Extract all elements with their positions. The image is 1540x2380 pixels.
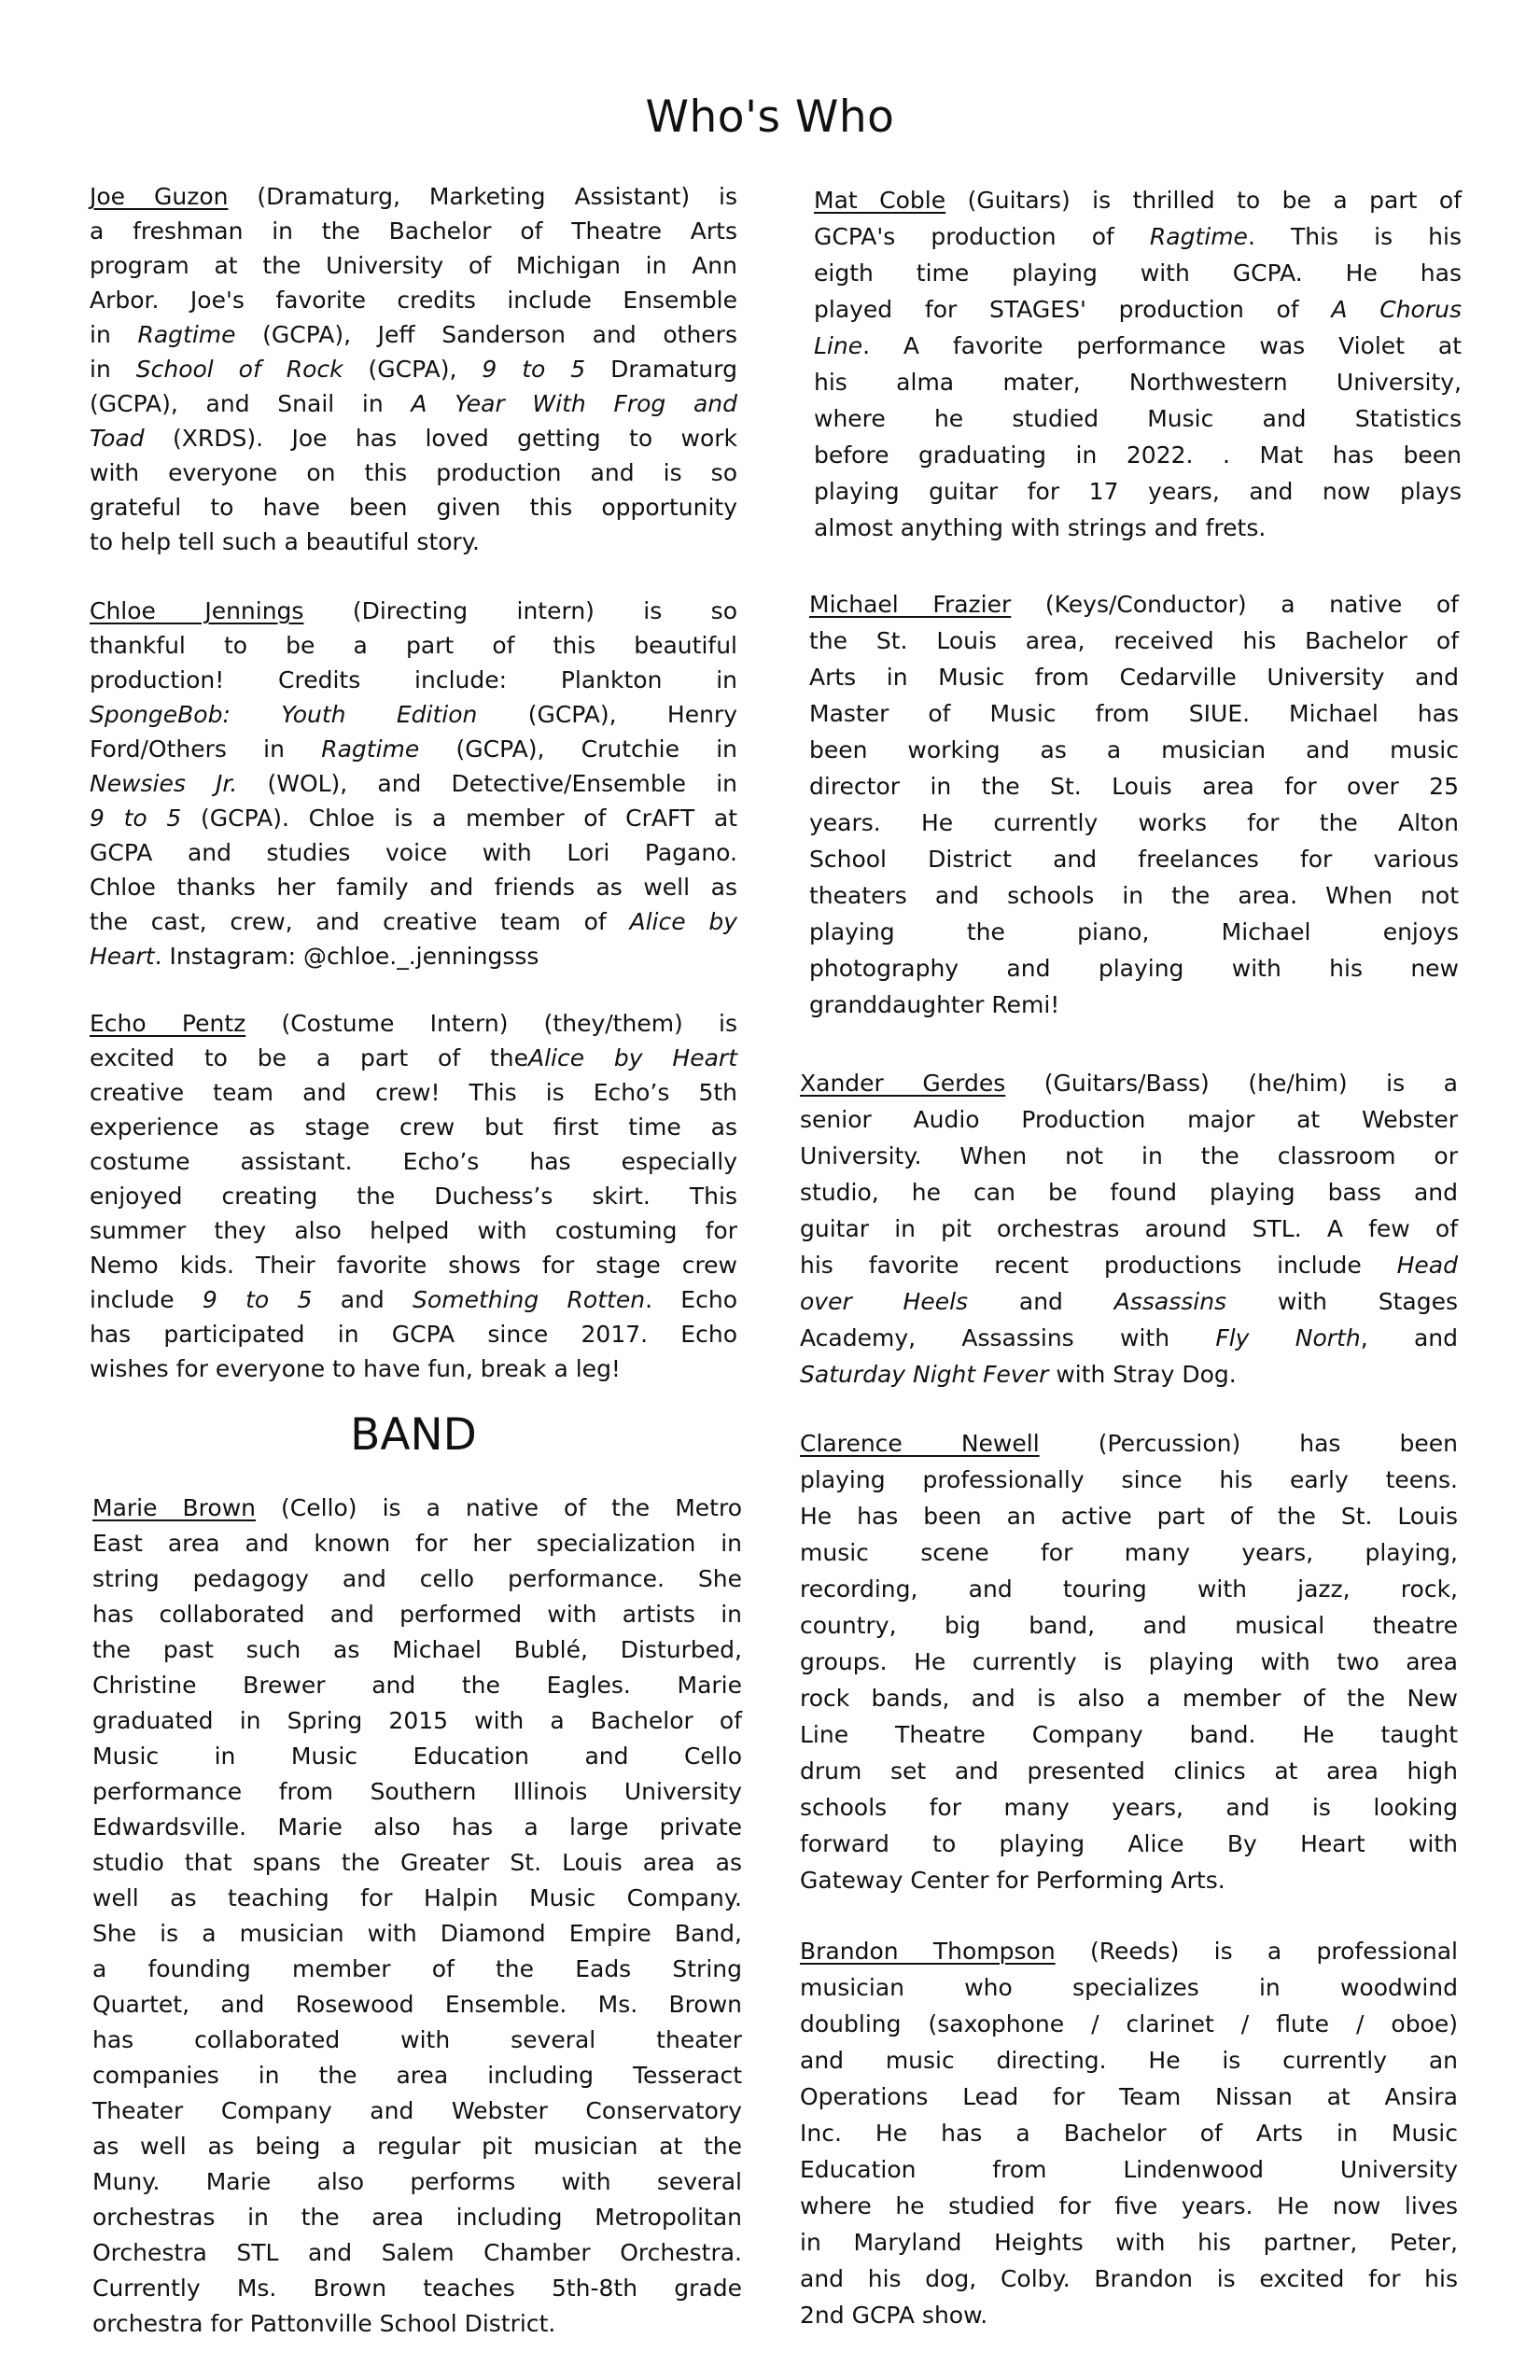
bio-line — [90, 283, 737, 317]
bio-text: studio, he can be found playing bass and — [800, 1179, 1458, 1206]
bio-text: Music in Music Education and Cello — [92, 1743, 742, 1770]
bio-line — [92, 1810, 742, 1845]
bio-text: Ford/Others in — [90, 735, 322, 763]
bio-text: Operations Lead for Team Nissan at Ansira — [800, 2083, 1458, 2110]
bio-line — [814, 182, 1462, 218]
bio-text: Academy, Assassins with — [800, 1324, 1216, 1351]
bio-text: wishes for everyone to have fun, break a leg! — [90, 1355, 621, 1382]
bio-line — [800, 1356, 1458, 1393]
bio-line — [814, 328, 1462, 364]
bio-text: School District and freelances for various — [809, 846, 1459, 873]
bio-text: theaters and schools in the area. When not — [809, 882, 1459, 909]
bio-text: Arbor. Joe's favorite credits include Ensemble — [90, 287, 737, 314]
show-title: Newsies Jr. — [90, 770, 238, 797]
bio-line — [92, 2164, 742, 2200]
bio-line — [92, 2200, 742, 2235]
show-title: Ragtime — [137, 321, 236, 348]
bio-text: to help tell such a beautiful story. — [90, 528, 481, 555]
bio-line — [90, 904, 737, 939]
show-title: Something Rotten — [413, 1286, 646, 1313]
bio-line — [90, 697, 737, 732]
show-title: 9 to 5 — [202, 1286, 313, 1313]
bio-line — [90, 835, 737, 870]
bio-line — [92, 1632, 742, 1668]
bio-line — [809, 987, 1459, 1023]
bio-line — [809, 877, 1459, 914]
bio-text: costume assistant. Echo’s has especially — [90, 1148, 737, 1175]
bio-text: almost anything with strings and frets. — [814, 514, 1267, 541]
bio-text: in — [90, 356, 136, 383]
bio-line — [90, 248, 737, 283]
bio-line — [800, 1680, 1458, 1716]
show-title: Alice by — [629, 908, 738, 935]
bio-line — [92, 2058, 742, 2093]
bio-line — [92, 1703, 742, 1739]
bio-text: the cast, crew, and creative team of — [90, 908, 630, 935]
bio-text: in — [90, 321, 138, 348]
bio-line — [800, 1283, 1458, 1320]
bio-line — [90, 490, 737, 525]
bio-text: string pedagogy and cello performance. She — [92, 1565, 742, 1592]
bio-line — [90, 1213, 737, 1248]
show-title: 9 to 5 — [482, 356, 586, 383]
bio-line — [800, 1211, 1458, 1247]
show-title: Ragtime — [1149, 223, 1248, 250]
bio-text: (Guitars) is thrilled to be a part of — [945, 187, 1463, 214]
bio-text: enjoyed creating the Duchess’s skirt. This — [90, 1183, 737, 1210]
bio-text: Master of Music from SIUE. Michael has — [809, 700, 1459, 727]
bio-line — [800, 1862, 1458, 1898]
bio-line — [800, 1065, 1458, 1101]
bio-line — [814, 437, 1462, 473]
bio-text: She is a musician with Diamond Empire Band, — [92, 1920, 742, 1947]
bio-line — [809, 586, 1459, 623]
bio-line — [90, 179, 737, 214]
bio-text: Dramaturg — [585, 356, 737, 383]
bio-text: graduated in Spring 2015 with a Bachelor of — [92, 1707, 742, 1734]
bio-text: Muny. Marie also performs with several — [92, 2168, 742, 2195]
bio-line — [800, 1969, 1458, 2006]
bio-text: director in the St. Louis area for over 25 — [809, 773, 1459, 800]
bio-text: Theater Company and Webster Conservatory — [92, 2097, 742, 2124]
bio-line — [90, 1282, 737, 1317]
person-name: Chloe Jennings — [90, 597, 304, 624]
bio-line — [814, 218, 1462, 255]
show-title: over Heels — [800, 1288, 969, 1315]
bio-line — [800, 1716, 1458, 1753]
bio-line — [800, 1425, 1458, 1462]
bio-line — [90, 317, 737, 352]
bio-text: before graduating in 2022. . Mat has been — [814, 441, 1462, 469]
bio-chloe-jennings — [90, 594, 737, 973]
show-title: Head — [1396, 1252, 1458, 1279]
bio-line — [800, 2079, 1458, 2115]
bio-line — [92, 2271, 742, 2306]
bio-line — [800, 1753, 1458, 1789]
show-title: Ragtime — [321, 735, 420, 763]
bio-text: as well as being a regular pit musician at the — [92, 2133, 742, 2160]
bio-line — [800, 1933, 1458, 1969]
bio-line — [90, 801, 737, 835]
bio-line — [800, 2297, 1458, 2333]
bio-text: (Cello) is a native of the Metro — [256, 1494, 742, 1521]
bio-line — [809, 695, 1459, 732]
bio-line — [800, 1826, 1458, 1862]
bio-text: Chloe thanks her family and friends as well as — [90, 874, 737, 901]
bio-text: a freshman in the Bachelor of Theatre Arts — [90, 217, 737, 245]
bio-text: Arts in Music from Cedarville University and — [809, 664, 1459, 691]
bio-line — [90, 1317, 737, 1351]
bio-line — [800, 2115, 1458, 2151]
bio-text: (Guitars/Bass) (he/him) is a — [1005, 1070, 1458, 1097]
bio-line — [90, 421, 737, 455]
bio-line — [90, 766, 737, 801]
bio-line — [90, 1351, 737, 1386]
bio-line — [814, 291, 1462, 328]
bio-text: rock bands, and is also a member of the New — [800, 1685, 1458, 1712]
bio-text: . This is his — [1247, 223, 1462, 250]
person-name: Echo Pentz — [90, 1010, 246, 1037]
bio-line — [90, 628, 737, 663]
bio-text: (Reeds) is a professional — [1055, 1938, 1458, 1965]
bio-text: doubling (saxophone / clarinet / flute / oboe) — [800, 2010, 1458, 2037]
show-title: Alice by Heart — [528, 1044, 737, 1071]
bio-text: (GCPA), and Snail in — [90, 390, 412, 417]
show-title: SpongeBob: Youth Edition — [90, 701, 478, 728]
bio-brandon-thompson — [800, 1933, 1458, 2333]
bio-line — [809, 732, 1459, 768]
bio-text: forward to playing Alice By Heart with — [800, 1830, 1458, 1857]
bio-text: . Instagram: @chloe._.jenningsss — [154, 943, 539, 970]
bio-echo-pentz — [90, 1006, 737, 1386]
person-name: Michael Frazier — [809, 591, 1012, 618]
bio-line — [92, 1491, 742, 1526]
show-title: Heart — [90, 943, 155, 970]
bio-line — [800, 1101, 1458, 1138]
bio-line — [800, 2224, 1458, 2261]
bio-line — [92, 2306, 742, 2342]
bio-text: thankful to be a part of this beautiful — [90, 632, 737, 659]
bio-text: where he studied for five years. He now lives — [800, 2192, 1458, 2219]
bio-text: (WOL), and Detective/Ensemble in — [237, 770, 737, 797]
bio-line — [90, 1248, 737, 1282]
bio-line — [90, 455, 737, 490]
bio-line — [90, 1179, 737, 1213]
bio-text: his favorite recent productions include — [800, 1252, 1397, 1279]
bio-text: Christine Brewer and the Eagles. Marie — [92, 1672, 742, 1699]
bio-text: guitar in pit orchestras around STL. A few of — [800, 1215, 1458, 1242]
show-title: Line — [814, 332, 863, 359]
bio-text: orchestra for Pattonville School District. — [92, 2310, 556, 2337]
bio-text: eigth time playing with GCPA. He has — [814, 259, 1462, 287]
bio-line — [800, 1644, 1458, 1680]
bio-line — [90, 1041, 737, 1075]
bio-text: groups. He currently is playing with two area — [800, 1648, 1458, 1675]
bio-text: Quartet, and Rosewood Ensemble. Ms. Brown — [92, 1991, 742, 2018]
show-title: A Year With Frog and — [411, 390, 737, 417]
bio-text: musician who specializes in woodwind — [800, 1974, 1458, 2001]
bio-line — [809, 659, 1459, 695]
person-name: Clarence Newell — [800, 1430, 1040, 1457]
bio-line — [92, 1561, 742, 1597]
bio-line — [92, 2023, 742, 2058]
bio-text: senior Audio Production major at Webster — [800, 1106, 1458, 1133]
bio-line — [90, 594, 737, 628]
bio-text: (Dramaturg, Marketing Assistant) is — [228, 183, 737, 210]
bio-text: recording, and touring with jazz, rock, — [800, 1575, 1458, 1603]
bio-text: orchestras in the area including Metropolitan — [92, 2204, 742, 2231]
bio-text: grateful to have been given this opportunity — [90, 494, 737, 521]
bio-line — [92, 1668, 742, 1703]
bio-text: (Costume Intern) (they/them) is — [245, 1010, 738, 1037]
bio-text: . A favorite performance was Violet at — [862, 332, 1462, 359]
bio-text: GCPA's production of — [814, 223, 1150, 250]
bio-line — [90, 1110, 737, 1144]
bio-line — [814, 364, 1462, 400]
bio-text: the past such as Michael Bublé, Disturbed, — [92, 1636, 742, 1663]
bio-text: a founding member of the Eads String — [92, 1955, 742, 1982]
bio-line — [92, 1845, 742, 1881]
bio-text: Orchestra STL and Salem Chamber Orchestra. — [92, 2239, 742, 2266]
bio-line — [800, 1789, 1458, 1826]
bio-line — [92, 1987, 742, 2023]
bio-line — [809, 768, 1459, 805]
bio-text: (GCPA), Henry — [477, 701, 737, 728]
bio-text: with everyone on this production and is so — [90, 459, 737, 486]
bio-line — [90, 525, 737, 559]
bio-line — [800, 1462, 1458, 1498]
bio-line — [92, 1774, 742, 1810]
bio-text: excited to be a part of the — [90, 1044, 528, 1071]
bio-text: (Percussion) has been — [1039, 1430, 1458, 1457]
bio-line — [809, 841, 1459, 877]
bio-text: Line Theatre Company band. He taught — [800, 1721, 1458, 1748]
bio-text: in Maryland Heights with his partner, Peter, — [800, 2229, 1458, 2256]
bio-text: (GCPA), Jeff Sanderson and others — [235, 321, 737, 348]
bio-line — [92, 1916, 742, 1952]
bio-text: played for STAGES' production of — [814, 296, 1332, 323]
bio-line — [90, 1006, 737, 1041]
bio-line — [809, 914, 1459, 950]
bio-line — [800, 1571, 1458, 1607]
bio-text: GCPA and studies voice with Lori Pagano. — [90, 839, 737, 866]
bio-text: Education from Lindenwood University — [800, 2156, 1458, 2183]
bio-line — [92, 1952, 742, 1987]
bio-line — [809, 623, 1459, 659]
person-name: Brandon Thompson — [800, 1938, 1056, 1965]
bio-line — [92, 1881, 742, 1916]
bio-text: (GCPA). Chloe is a member of CrAFT at — [181, 805, 737, 832]
bio-line — [90, 352, 737, 386]
bio-text: University. When not in the classroom or — [800, 1142, 1458, 1169]
bio-line — [90, 663, 737, 697]
bio-text: (XRDS). Joe has loved getting to work — [144, 425, 737, 452]
bio-line — [92, 2093, 742, 2129]
bio-text: studio that spans the Greater St. Louis area as — [92, 1849, 742, 1876]
bio-text: drum set and presented clinics at area high — [800, 1757, 1458, 1785]
bio-text: summer they also helped with costuming for — [90, 1217, 737, 1244]
bio-mat-coble — [814, 182, 1462, 546]
bio-text: companies in the area including Tesseract — [92, 2062, 742, 2089]
bio-text: playing professionally since his early teens. — [800, 1466, 1458, 1493]
bio-text: the St. Louis area, received his Bachelor of — [809, 627, 1459, 654]
bio-line — [90, 214, 737, 248]
bio-text: and music directing. He is currently an — [800, 2047, 1458, 2074]
bio-text: with Stages — [1226, 1288, 1458, 1315]
bio-text: schools for many years, and is looking — [800, 1794, 1458, 1821]
bio-text: has participated in GCPA since 2017. Echo — [90, 1321, 737, 1348]
bio-text: 2nd GCPA show. — [800, 2302, 988, 2329]
bio-text: creative team and crew! This is Echo’s 5th — [90, 1079, 737, 1106]
bio-text: with Stray Dog. — [1048, 1361, 1237, 1388]
bio-line — [800, 1534, 1458, 1571]
bio-text: Inc. He has a Bachelor of Arts in Music — [800, 2120, 1458, 2147]
bio-line — [800, 1138, 1458, 1174]
bio-text: production! Credits include: Plankton in — [90, 666, 737, 693]
show-title: 9 to 5 — [90, 805, 182, 832]
bio-text: (Directing intern) is so — [303, 597, 737, 624]
bio-line — [800, 1498, 1458, 1534]
bio-text: . Echo — [645, 1286, 737, 1313]
bio-text: Nemo kids. Their favorite shows for stage crew — [90, 1252, 737, 1279]
bio-text: has collaborated and performed with artists in — [92, 1601, 742, 1628]
bio-xander-gerdes — [800, 1065, 1458, 1393]
band-heading: BAND — [350, 1409, 477, 1461]
bio-line — [800, 2006, 1458, 2042]
bio-line — [814, 510, 1462, 546]
show-title: Saturday Night Fever — [800, 1361, 1049, 1388]
bio-text: (Keys/Conductor) a native of — [1011, 591, 1459, 618]
bio-line — [809, 950, 1459, 987]
bio-line — [92, 1526, 742, 1561]
bio-line — [90, 870, 737, 904]
bio-line — [800, 2151, 1458, 2188]
bio-joe-guzon — [90, 179, 737, 559]
show-title: A Chorus — [1331, 296, 1462, 323]
bio-text: Gateway Center for Performing Arts. — [800, 1867, 1225, 1894]
bio-michael-frazier — [809, 586, 1459, 1023]
bio-text: performance from Southern Illinois University — [92, 1778, 742, 1805]
bio-line — [90, 732, 737, 766]
bio-text: country, big band, and musical theatre — [800, 1612, 1458, 1639]
person-name: Xander Gerdes — [800, 1070, 1006, 1097]
bio-line — [800, 2042, 1458, 2079]
bio-line — [800, 2188, 1458, 2224]
bio-line — [800, 2261, 1458, 2297]
bio-text: (GCPA), Crutchie in — [419, 735, 737, 763]
person-name: Mat Coble — [814, 187, 946, 214]
bio-text: been working as a musician and music — [809, 736, 1459, 763]
bio-text: , and — [1360, 1324, 1458, 1351]
bio-line — [90, 1144, 737, 1179]
bio-line — [800, 1247, 1458, 1283]
bio-text: Edwardsville. Marie also has a large private — [92, 1813, 742, 1841]
bio-text: and his dog, Colby. Brandon is excited for his — [800, 2265, 1458, 2292]
bio-text: well as teaching for Halpin Music Company. — [92, 1884, 742, 1911]
bio-text: has collaborated with several theater — [92, 2026, 742, 2053]
bio-text: and — [968, 1288, 1114, 1315]
bio-line — [814, 400, 1462, 437]
bio-text: granddaughter Remi! — [809, 991, 1060, 1018]
bio-text: photography and playing with his new — [809, 955, 1459, 982]
bio-line — [92, 1739, 742, 1774]
bio-text: and — [312, 1286, 413, 1313]
bio-text: playing the piano, Michael enjoys — [809, 918, 1459, 945]
bio-text: Currently Ms. Brown teaches 5th-8th grade — [92, 2275, 742, 2302]
bio-line — [90, 1075, 737, 1110]
bio-marie-brown — [92, 1491, 742, 2342]
bio-text: years. He currently works for the Alton — [809, 809, 1459, 836]
bio-line — [92, 2235, 742, 2271]
show-title: Assassins — [1113, 1288, 1227, 1315]
bio-line — [92, 1597, 742, 1632]
bio-line — [800, 1320, 1458, 1356]
bio-line — [90, 386, 737, 421]
bio-line — [800, 1607, 1458, 1644]
bio-text: include — [90, 1286, 203, 1313]
bio-line — [809, 805, 1459, 841]
show-title: Toad — [90, 425, 145, 452]
show-title: Fly North — [1215, 1324, 1361, 1351]
bio-text: music scene for many years, playing, — [800, 1539, 1458, 1566]
bio-text: He has been an active part of the St. Louis — [800, 1503, 1458, 1530]
bio-line — [814, 255, 1462, 291]
bio-line — [814, 473, 1462, 510]
bio-text: where he studied Music and Statistics — [814, 405, 1462, 432]
person-name: Marie Brown — [92, 1494, 256, 1521]
bio-line — [92, 2129, 742, 2164]
bio-line — [90, 939, 737, 973]
show-title: School of Rock — [135, 356, 343, 383]
bio-text: his alma mater, Northwestern University, — [814, 369, 1462, 396]
bio-text: (GCPA), — [343, 356, 483, 383]
person-name: Joe Guzon — [90, 183, 229, 210]
bio-text: playing guitar for 17 years, and now plays — [814, 478, 1462, 505]
bio-text: East area and known for her specialization in — [92, 1530, 742, 1557]
bio-text: experience as stage crew but first time as — [90, 1113, 737, 1141]
bio-clarence-newell — [800, 1425, 1458, 1898]
page-title: Who's Who — [645, 91, 895, 143]
bio-line — [800, 1174, 1458, 1211]
bio-text: program at the University of Michigan in Ann — [90, 252, 737, 279]
